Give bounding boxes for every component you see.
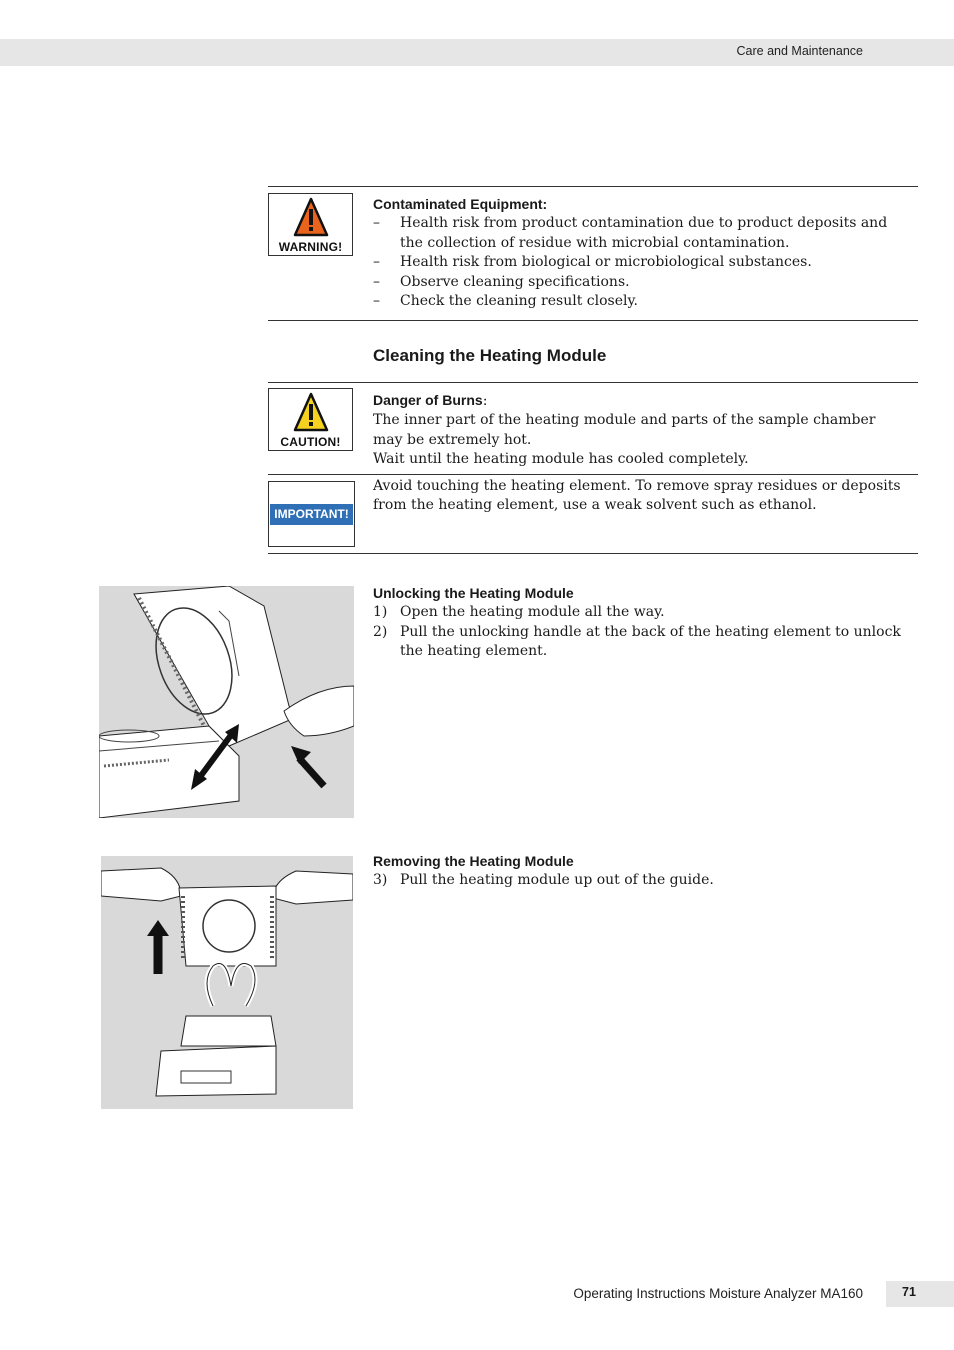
warning-triangle-icon xyxy=(293,197,329,239)
list-item: 1) Open the heating module all the way. xyxy=(373,604,665,621)
important-label: IMPORTANT! xyxy=(270,504,353,525)
removing-illustration xyxy=(101,856,353,1109)
caution-text: Danger of Burns: The inner part of the heating module and parts of the sample chamber may be extremely hot. Wait until the heating module has cooled completely. xyxy=(373,391,903,470)
caution-paragraph: Wait until the heating module has cooled completely. xyxy=(373,451,749,468)
divider xyxy=(268,320,918,321)
caution-triangle-icon xyxy=(293,392,329,434)
unlocking-text xyxy=(373,584,903,662)
list-item: – Observe cleaning specifications. xyxy=(373,273,630,290)
list-item: – Health risk from product contamination due to product deposits and the collection of residue with microbial contamination. xyxy=(373,215,888,251)
important-symbol xyxy=(268,481,355,547)
warning-label: WARNING! xyxy=(278,240,343,254)
caution-paragraph: The inner part of the heating module and parts of the sample chamber may be extremely hot. xyxy=(373,412,876,448)
unlocking-illustration xyxy=(99,586,354,818)
header-bar xyxy=(0,39,954,66)
heating-module-removal-image xyxy=(101,856,353,1109)
list-item: 3) Pull the heating module up out of the guide. xyxy=(373,872,714,889)
divider xyxy=(268,186,918,187)
divider xyxy=(268,553,918,554)
page-number: 71 xyxy=(902,1285,916,1299)
warning-symbol xyxy=(268,193,353,256)
warning-title: Contaminated Equipment: xyxy=(373,196,548,212)
list-item: 2) Pull the unlocking handle at the back of the heating element to unlock the heating element. xyxy=(373,623,901,660)
important-text: Avoid touching the heating element. To remove spray residues or deposits from the heating element, use a weak solvent such as ethanol. xyxy=(373,478,901,514)
heating-module-open-image xyxy=(99,586,354,818)
section-title: Cleaning the Heating Module xyxy=(373,346,607,365)
list-item: – Check the cleaning result closely. xyxy=(373,293,638,310)
caution-title: Danger of Burns xyxy=(373,392,483,408)
divider xyxy=(268,474,918,475)
warning-text xyxy=(373,195,903,311)
page-number-box xyxy=(886,1281,954,1307)
header-section-title: Care and Maintenance xyxy=(736,44,863,58)
list-item: – Health risk from biological or microbiological substances. xyxy=(373,254,812,271)
caution-symbol xyxy=(268,388,353,451)
removing-text xyxy=(373,852,903,891)
removing-title: Removing the Heating Module xyxy=(373,853,574,869)
footer-doc-title: Operating Instructions Moisture Analyzer MA160 xyxy=(573,1286,863,1301)
caution-label: CAUTION! xyxy=(280,435,341,449)
unlocking-title: Unlocking the Heating Module xyxy=(373,585,574,601)
divider xyxy=(268,382,918,383)
